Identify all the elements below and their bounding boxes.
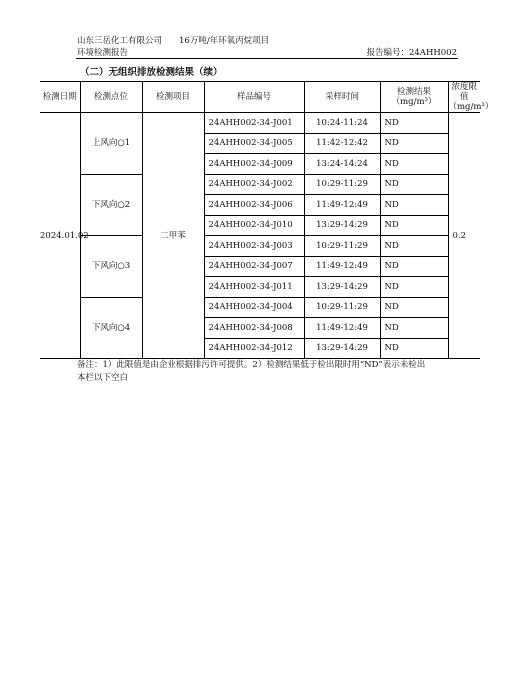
remark-text: 备注：1）此限值是由企业根据排污许可提供。2）检测结果低于检出限时用“ND”表示未检出 xyxy=(77,360,426,370)
sample-cell: 24AHH002-34-J001 xyxy=(204,113,304,134)
sample-cell: 24AHH002-34-J005 xyxy=(204,133,304,154)
time-cell: 10:29-11:29 xyxy=(304,297,380,318)
point-cell: 下风向○2 xyxy=(80,174,142,236)
result-cell: ND xyxy=(380,277,448,298)
result-cell: ND xyxy=(380,215,448,236)
time-cell: 13:24-14:24 xyxy=(304,154,380,175)
result-cell: ND xyxy=(380,236,448,257)
limit-cell: 0.2 xyxy=(448,113,480,359)
table-row xyxy=(40,297,480,318)
report-type-header: 环境检测报告 xyxy=(77,48,129,58)
header-item: 检测项目 xyxy=(142,82,204,113)
result-cell: ND xyxy=(380,318,448,339)
header-point: 检测点位 xyxy=(80,82,142,113)
sample-cell: 24AHH002-34-J004 xyxy=(204,297,304,318)
header-limit: 浓度限值 （mg/m³） xyxy=(448,82,494,112)
header-rule xyxy=(76,58,458,59)
result-cell: ND xyxy=(380,297,448,318)
time-cell: 11:49-12:49 xyxy=(304,195,380,216)
time-cell: 11:49-12:49 xyxy=(304,256,380,277)
table-row xyxy=(40,236,480,257)
result-cell: ND xyxy=(380,133,448,154)
time-cell: 10:29-11:29 xyxy=(304,236,380,257)
header-date: 检测日期 xyxy=(40,82,80,113)
sample-cell: 24AHH002-34-J003 xyxy=(204,236,304,257)
point-cell: 下风向○3 xyxy=(80,236,142,298)
section-title: （二）无组织排放检测结果（续） xyxy=(80,67,223,78)
end-of-table-text: 本栏以下空白 xyxy=(77,373,129,383)
result-cell: ND xyxy=(380,195,448,216)
item-cell: 二甲苯 xyxy=(142,113,204,359)
sample-cell: 24AHH002-34-J008 xyxy=(204,318,304,339)
result-cell: ND xyxy=(380,174,448,195)
time-cell: 10:29-11:29 xyxy=(304,174,380,195)
sample-cell: 24AHH002-34-J007 xyxy=(204,256,304,277)
time-cell: 11:49-12:49 xyxy=(304,318,380,339)
table-row xyxy=(40,174,480,195)
result-cell: ND xyxy=(380,154,448,175)
header-time: 采样时间 xyxy=(304,82,380,113)
time-cell: 11:42-12:42 xyxy=(304,133,380,154)
sample-cell: 24AHH002-34-J012 xyxy=(204,338,304,359)
point-cell: 下风向○4 xyxy=(80,297,142,359)
sample-cell: 24AHH002-34-J002 xyxy=(204,174,304,195)
sample-cell: 24AHH002-34-J011 xyxy=(204,277,304,298)
results-table xyxy=(40,81,494,359)
sample-cell: 24AHH002-34-J006 xyxy=(204,195,304,216)
result-cell: ND xyxy=(380,113,448,134)
time-cell: 13:29-14:29 xyxy=(304,215,380,236)
result-cell: ND xyxy=(380,338,448,359)
report-number: 报告编号：24AHH002 xyxy=(366,48,457,58)
sample-cell: 24AHH002-34-J009 xyxy=(204,154,304,175)
header-result: 检测结果 （mg/m³） xyxy=(380,82,448,113)
time-cell: 10:24-11:24 xyxy=(304,113,380,134)
sample-cell: 24AHH002-34-J010 xyxy=(204,215,304,236)
header-sample: 样品编号 xyxy=(204,82,304,113)
point-cell: 上风向○1 xyxy=(80,113,142,175)
time-cell: 13:29-14:29 xyxy=(304,277,380,298)
company-project-header: 山东三岳化工有限公司 16万吨/年环氧丙烷项目 xyxy=(77,36,270,46)
notes xyxy=(77,359,467,385)
time-cell: 13:29-14:29 xyxy=(304,338,380,359)
result-cell: ND xyxy=(380,256,448,277)
date-cell: 2024.01.02 xyxy=(40,113,80,359)
table-row xyxy=(40,113,480,134)
